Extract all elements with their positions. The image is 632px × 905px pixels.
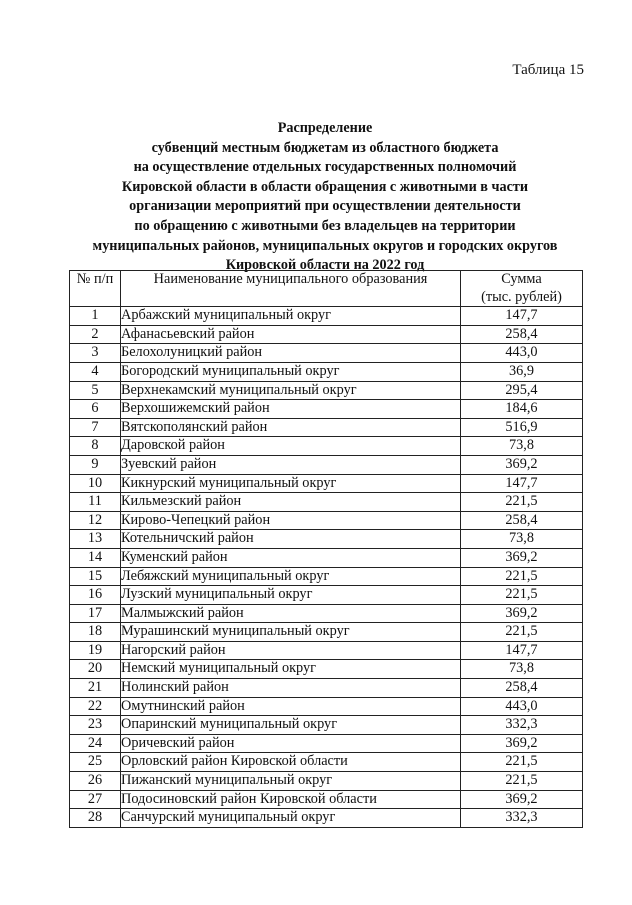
amount-value: 369,2 bbox=[461, 604, 583, 623]
municipality-name: Нагорский район bbox=[121, 641, 461, 660]
row-number: 7 bbox=[70, 418, 121, 437]
row-number: 6 bbox=[70, 400, 121, 419]
amount-value: 443,0 bbox=[461, 697, 583, 716]
municipality-name: Оричевский район bbox=[121, 734, 461, 753]
row-number: 22 bbox=[70, 697, 121, 716]
municipality-name: Верхнекамский муниципальный округ bbox=[121, 381, 461, 400]
table-row bbox=[70, 790, 583, 809]
title-line: организации мероприятий при осуществлении деятельности bbox=[129, 198, 521, 215]
amount-value: 295,4 bbox=[461, 381, 583, 400]
amount-value: 258,4 bbox=[461, 325, 583, 344]
municipality-name: Афанасьевский район bbox=[121, 325, 461, 344]
title-line: муниципальных районов, муниципальных округов и городских округов bbox=[92, 237, 558, 254]
table-row bbox=[70, 493, 583, 512]
row-number: 12 bbox=[70, 511, 121, 530]
table-row bbox=[70, 809, 583, 828]
municipality-name: Лебяжский муниципальный округ bbox=[121, 567, 461, 586]
row-number: 16 bbox=[70, 586, 121, 605]
table-row bbox=[70, 511, 583, 530]
header-sum-line: Сумма bbox=[501, 271, 542, 287]
amount-value: 332,3 bbox=[461, 716, 583, 735]
title-line: по обращению с животными без владельцев на территории bbox=[134, 217, 516, 234]
row-number: 9 bbox=[70, 455, 121, 474]
municipality-name: Котельничский район bbox=[121, 530, 461, 549]
row-number: 23 bbox=[70, 716, 121, 735]
row-number: 10 bbox=[70, 474, 121, 493]
amount-value: 147,7 bbox=[461, 641, 583, 660]
table-row bbox=[70, 623, 583, 642]
table-row bbox=[70, 455, 583, 474]
table-header-row bbox=[70, 271, 583, 307]
table-number: Таблица 15 bbox=[512, 62, 584, 78]
row-number: 4 bbox=[70, 362, 121, 381]
amount-value: 221,5 bbox=[461, 772, 583, 791]
title-line: Кировской области на 2022 год bbox=[225, 257, 425, 274]
subvention-table bbox=[69, 270, 583, 828]
row-number: 13 bbox=[70, 530, 121, 549]
table-row bbox=[70, 362, 583, 381]
municipality-name: Вятскополянский район bbox=[121, 418, 461, 437]
table-row bbox=[70, 660, 583, 679]
table-row bbox=[70, 548, 583, 567]
amount-value: 369,2 bbox=[461, 790, 583, 809]
table-row bbox=[70, 734, 583, 753]
amount-value: 258,4 bbox=[461, 679, 583, 698]
table-row bbox=[70, 344, 583, 363]
table-body bbox=[70, 307, 583, 828]
row-number: 15 bbox=[70, 567, 121, 586]
table-row bbox=[70, 437, 583, 456]
amount-value: 258,4 bbox=[461, 511, 583, 530]
row-number: 19 bbox=[70, 641, 121, 660]
municipality-name: Даровской район bbox=[121, 437, 461, 456]
row-number: 11 bbox=[70, 493, 121, 512]
title-line: Распределение bbox=[277, 120, 373, 136]
table-row bbox=[70, 381, 583, 400]
table-row bbox=[70, 474, 583, 493]
row-number: 20 bbox=[70, 660, 121, 679]
amount-value: 369,2 bbox=[461, 548, 583, 567]
amount-value: 221,5 bbox=[461, 623, 583, 642]
amount-value: 36,9 bbox=[461, 362, 583, 381]
row-number: 25 bbox=[70, 753, 121, 772]
table-row bbox=[70, 567, 583, 586]
municipality-name: Пижанский муниципальный округ bbox=[121, 772, 461, 791]
table-row bbox=[70, 641, 583, 660]
table-row bbox=[70, 400, 583, 419]
municipality-name: Нолинский район bbox=[121, 679, 461, 698]
municipality-name: Богородский муниципальный округ bbox=[121, 362, 461, 381]
row-number: 24 bbox=[70, 734, 121, 753]
municipality-name: Мурашинский муниципальный округ bbox=[121, 623, 461, 642]
table-row bbox=[70, 307, 583, 326]
municipality-name: Омутнинский район bbox=[121, 697, 461, 716]
row-number: 3 bbox=[70, 344, 121, 363]
row-number: 2 bbox=[70, 325, 121, 344]
row-number: 17 bbox=[70, 604, 121, 623]
header-number: № п/п bbox=[70, 271, 121, 307]
table-row bbox=[70, 530, 583, 549]
municipality-name: Арбажский муниципальный округ bbox=[121, 307, 461, 326]
municipality-name: Лузский муниципальный округ bbox=[121, 586, 461, 605]
title-line: Кировской области в области обращения с животными в части bbox=[121, 178, 529, 195]
header-sum bbox=[461, 271, 583, 307]
table-row bbox=[70, 604, 583, 623]
row-number: 14 bbox=[70, 548, 121, 567]
municipality-name: Кильмезский район bbox=[121, 493, 461, 512]
header-name: Наименование муниципального образования bbox=[121, 271, 461, 307]
header-sum-unit: (тыс. рублей) bbox=[481, 288, 562, 305]
amount-value: 369,2 bbox=[461, 455, 583, 474]
municipality-name: Малмыжский район bbox=[121, 604, 461, 623]
row-number: 28 bbox=[70, 809, 121, 828]
row-number: 8 bbox=[70, 437, 121, 456]
row-number: 21 bbox=[70, 679, 121, 698]
municipality-name: Опаринский муниципальный округ bbox=[121, 716, 461, 735]
amount-value: 73,8 bbox=[461, 437, 583, 456]
municipality-name: Кирово-Чепецкий район bbox=[121, 511, 461, 530]
row-number: 18 bbox=[70, 623, 121, 642]
amount-value: 221,5 bbox=[461, 753, 583, 772]
municipality-name: Кикнурский муниципальный округ bbox=[121, 474, 461, 493]
municipality-name: Зуевский район bbox=[121, 455, 461, 474]
table-row bbox=[70, 418, 583, 437]
table-row bbox=[70, 697, 583, 716]
amount-value: 332,3 bbox=[461, 809, 583, 828]
amount-value: 221,5 bbox=[461, 493, 583, 512]
amount-value: 369,2 bbox=[461, 734, 583, 753]
municipality-name: Орловский район Кировской области bbox=[121, 753, 461, 772]
table-row bbox=[70, 772, 583, 791]
table-row bbox=[70, 586, 583, 605]
amount-value: 221,5 bbox=[461, 567, 583, 586]
municipality-name: Куменский район bbox=[121, 548, 461, 567]
amount-value: 443,0 bbox=[461, 344, 583, 363]
municipality-name: Немский муниципальный округ bbox=[121, 660, 461, 679]
municipality-name: Верхошижемский район bbox=[121, 400, 461, 419]
amount-value: 73,8 bbox=[461, 530, 583, 549]
amount-value: 221,5 bbox=[461, 586, 583, 605]
amount-value: 147,7 bbox=[461, 474, 583, 493]
municipality-name: Подосиновский район Кировской области bbox=[121, 790, 461, 809]
municipality-name: Санчурский муниципальный округ bbox=[121, 809, 461, 828]
table-row bbox=[70, 325, 583, 344]
row-number: 1 bbox=[70, 307, 121, 326]
municipality-name: Белохолуницкий район bbox=[121, 344, 461, 363]
row-number: 26 bbox=[70, 772, 121, 791]
row-number: 27 bbox=[70, 790, 121, 809]
table-row bbox=[70, 679, 583, 698]
amount-value: 184,6 bbox=[461, 400, 583, 419]
amount-value: 73,8 bbox=[461, 660, 583, 679]
row-number: 5 bbox=[70, 381, 121, 400]
table-row bbox=[70, 716, 583, 735]
table-row bbox=[70, 753, 583, 772]
document-title bbox=[60, 119, 590, 276]
amount-value: 147,7 bbox=[461, 307, 583, 326]
title-line: на осуществление отдельных государственных полномочий bbox=[133, 159, 517, 176]
amount-value: 516,9 bbox=[461, 418, 583, 437]
title-line: субвенций местным бюджетам из областного бюджета bbox=[151, 139, 499, 156]
